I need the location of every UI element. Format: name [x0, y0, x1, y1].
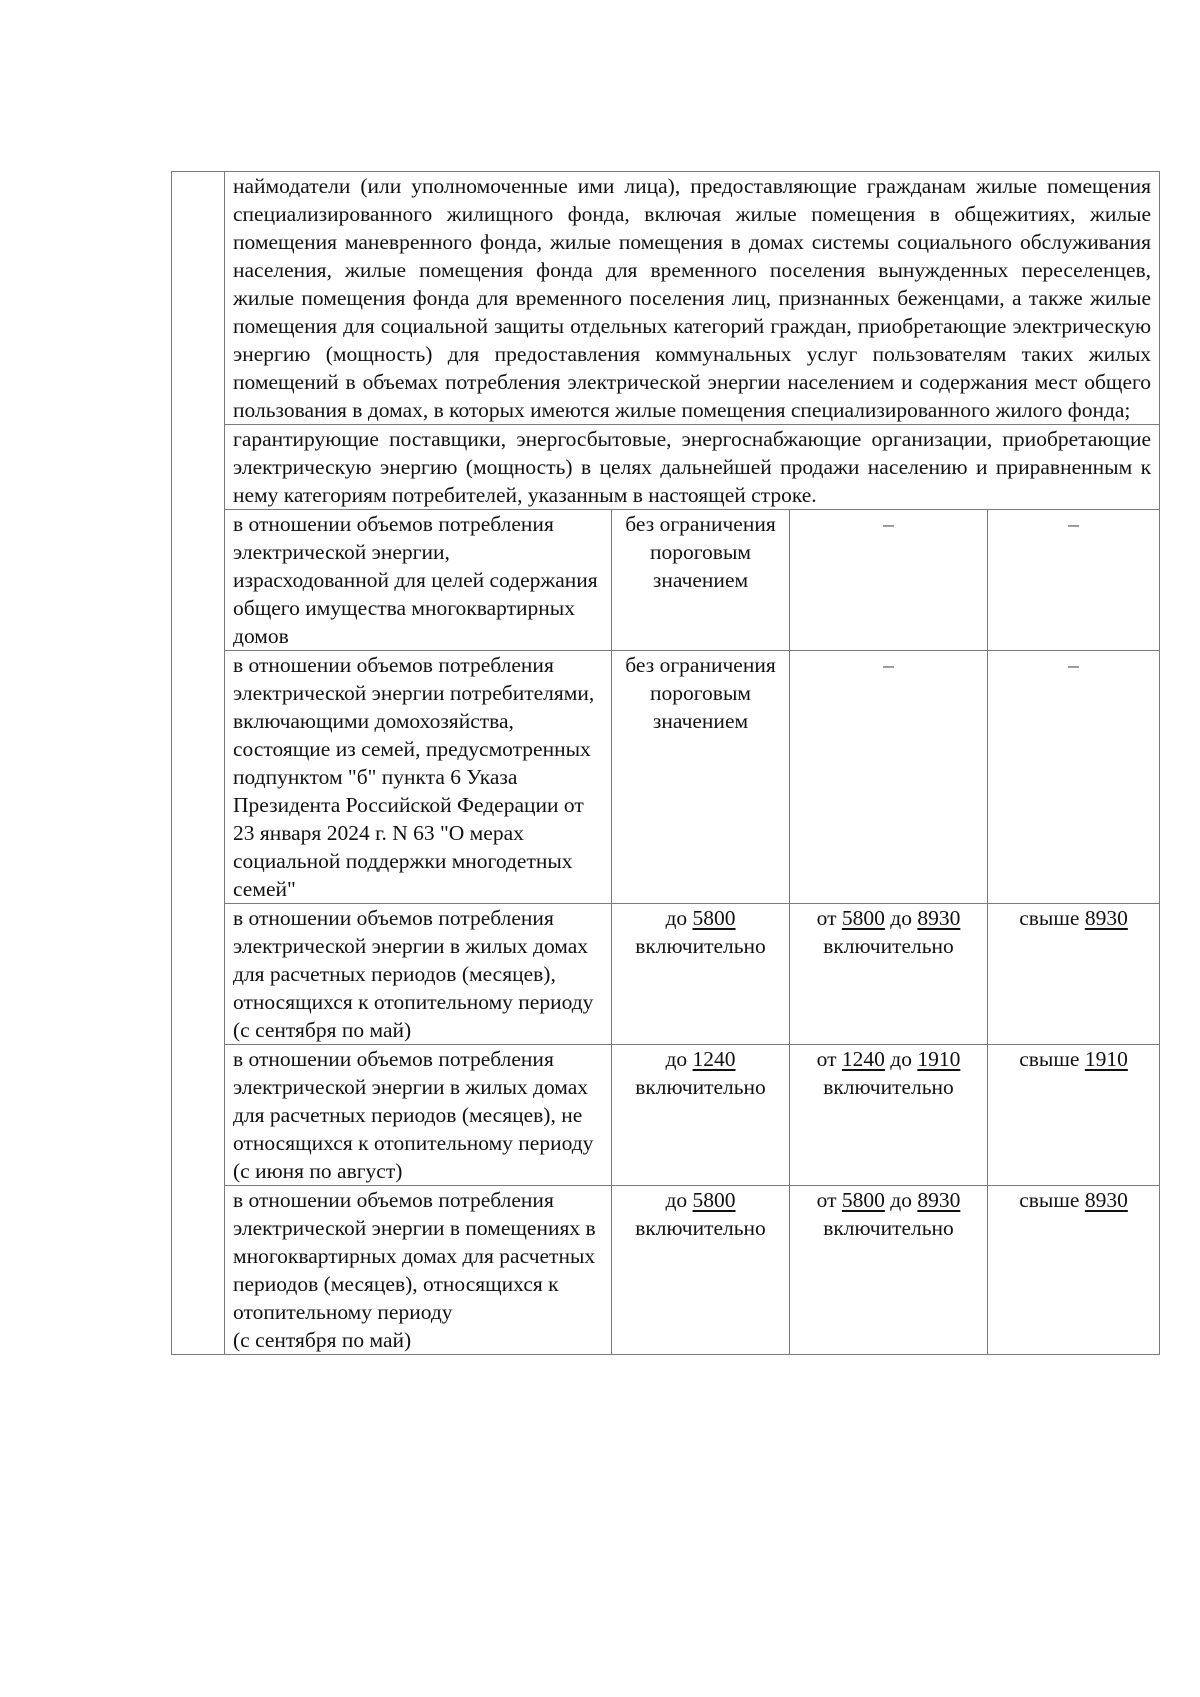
- threshold-prefix: до: [665, 906, 688, 930]
- threshold-middle-cell: [790, 1045, 988, 1186]
- dash-value: –: [1068, 653, 1079, 677]
- range-from-prefix: от: [816, 1188, 837, 1212]
- row-description: в отношении объемов потребления электрической энергии потребителями, включающими домохозяйства, состоящие из семей, предусмотренных подпунктом "б" пункта 6 Указа Президента Российской Федерации от 23 января 2024 г. N 63 "О мерах социальной поддержки многодетных семей": [225, 651, 612, 904]
- threshold-suffix: включительно: [635, 1216, 766, 1240]
- intro-paragraph: наймодатели (или уполномоченные ими лица), предоставляющие гражданам жилые помещения специализированного жилищного фонда, включая жилые помещения в общежитиях, жилые помещения маневренного фонда, жилые помещения в домах системы социального обслуживания населения, жилые помещения фонда для временного поселения вынужденных переселенцев, жилые помещения фонда для временного поселения лиц, признанных беженцами, а также жилые помещения для социальной защиты отдельных категорий граждан, приобретающие электрическую энергию (мощность) для предоставления коммунальных услуг пользователям таких жилых помещений в объемах потребления электрической энергии населением и содержания мест общего пользования в домах, в которых имеются жилые помещения специализированного жилого фонда;: [225, 172, 1160, 425]
- threshold-middle-cell: [790, 904, 988, 1045]
- threshold-value-link[interactable]: 5800: [692, 1188, 736, 1212]
- threshold-lower-cell: [612, 510, 790, 651]
- row-description: [225, 1045, 612, 1186]
- upper-prefix: свыше: [1019, 1047, 1080, 1071]
- threshold-upper-cell: [988, 904, 1160, 1045]
- upper-value-link[interactable]: 8930: [1084, 1188, 1128, 1212]
- row-description: [225, 1186, 612, 1355]
- table-row-intro-2: [172, 425, 1160, 510]
- table-row-intro-1: [172, 172, 1160, 425]
- number-column-cell: [172, 172, 225, 1355]
- range-to-prefix: до: [890, 1188, 912, 1212]
- range-from-prefix: от: [816, 1047, 837, 1071]
- description-text: в отношении объемов потребления электрической энергии в помещениях в многоквартирных домах для расчетных периодов (месяцев), относящихся к отопительному периоду (с сентября по май): [233, 1188, 596, 1352]
- upper-value-link[interactable]: 8930: [1084, 906, 1128, 930]
- range-from-prefix: от: [816, 906, 837, 930]
- range-to-prefix: до: [890, 906, 912, 930]
- range-from-link[interactable]: 5800: [841, 906, 885, 930]
- threshold-lower-cell: [612, 1045, 790, 1186]
- table-row: [172, 904, 1160, 1045]
- range-suffix: включительно: [823, 1075, 954, 1099]
- description-text: в отношении объемов потребления электрической энергии в жилых домах для расчетных периодов (месяцев), относящихся к отопительному периоду (с сентября по май): [233, 906, 594, 1042]
- description-text: в отношении объемов потребления электрической энергии в жилых домах для расчетных периодов (месяцев), не относящихся к отопительному периоду (с июня по август): [233, 1047, 594, 1183]
- row-description: [225, 904, 612, 1045]
- dash-value: –: [1068, 512, 1079, 536]
- threshold-value-link[interactable]: 5800: [692, 906, 736, 930]
- threshold-upper-cell: [988, 651, 1160, 904]
- range-from-link[interactable]: 5800: [841, 1188, 885, 1212]
- range-from-link[interactable]: 1240: [841, 1047, 885, 1071]
- dash-value: –: [883, 653, 894, 677]
- table-row: [172, 651, 1160, 904]
- upper-value-link[interactable]: 1910: [1084, 1047, 1128, 1071]
- threshold-text: без ограничения пороговым значением: [625, 512, 776, 592]
- threshold-prefix: до: [665, 1188, 688, 1212]
- range-suffix: включительно: [823, 934, 954, 958]
- table-row: [172, 1045, 1160, 1186]
- tariff-threshold-table: [171, 171, 1160, 1355]
- threshold-suffix: включительно: [635, 934, 766, 958]
- dash-value: –: [883, 512, 894, 536]
- threshold-lower-cell: [612, 1186, 790, 1355]
- threshold-upper-cell: [988, 510, 1160, 651]
- threshold-upper-cell: [988, 1045, 1160, 1186]
- table-row: [172, 1186, 1160, 1355]
- range-to-prefix: до: [890, 1047, 912, 1071]
- threshold-upper-cell: [988, 1186, 1160, 1355]
- threshold-middle-cell: [790, 1186, 988, 1355]
- threshold-middle-cell: [790, 510, 988, 651]
- table-row: [172, 510, 1160, 651]
- threshold-text: без ограничения пороговым значением: [625, 653, 776, 733]
- range-suffix: включительно: [823, 1216, 954, 1240]
- upper-prefix: свыше: [1019, 906, 1080, 930]
- range-to-link[interactable]: 8930: [917, 906, 961, 930]
- threshold-middle-cell: [790, 651, 988, 904]
- row-description: в отношении объемов потребления электрической энергии, израсходованной для целей содержания общего имущества многоквартирных домов: [225, 510, 612, 651]
- threshold-suffix: включительно: [635, 1075, 766, 1099]
- threshold-value-link[interactable]: 1240: [692, 1047, 736, 1071]
- intro-paragraph: гарантирующие поставщики, энергосбытовые, энергоснабжающие организации, приобретающие электрическую энергию (мощность) в целях дальнейшей продажи населению и приравненным к нему категориям потребителей, указанным в настоящей строке.: [225, 425, 1160, 510]
- upper-prefix: свыше: [1019, 1188, 1080, 1212]
- threshold-lower-cell: [612, 904, 790, 1045]
- threshold-prefix: до: [665, 1047, 688, 1071]
- range-to-link[interactable]: 8930: [917, 1188, 961, 1212]
- threshold-lower-cell: [612, 651, 790, 904]
- range-to-link[interactable]: 1910: [917, 1047, 961, 1071]
